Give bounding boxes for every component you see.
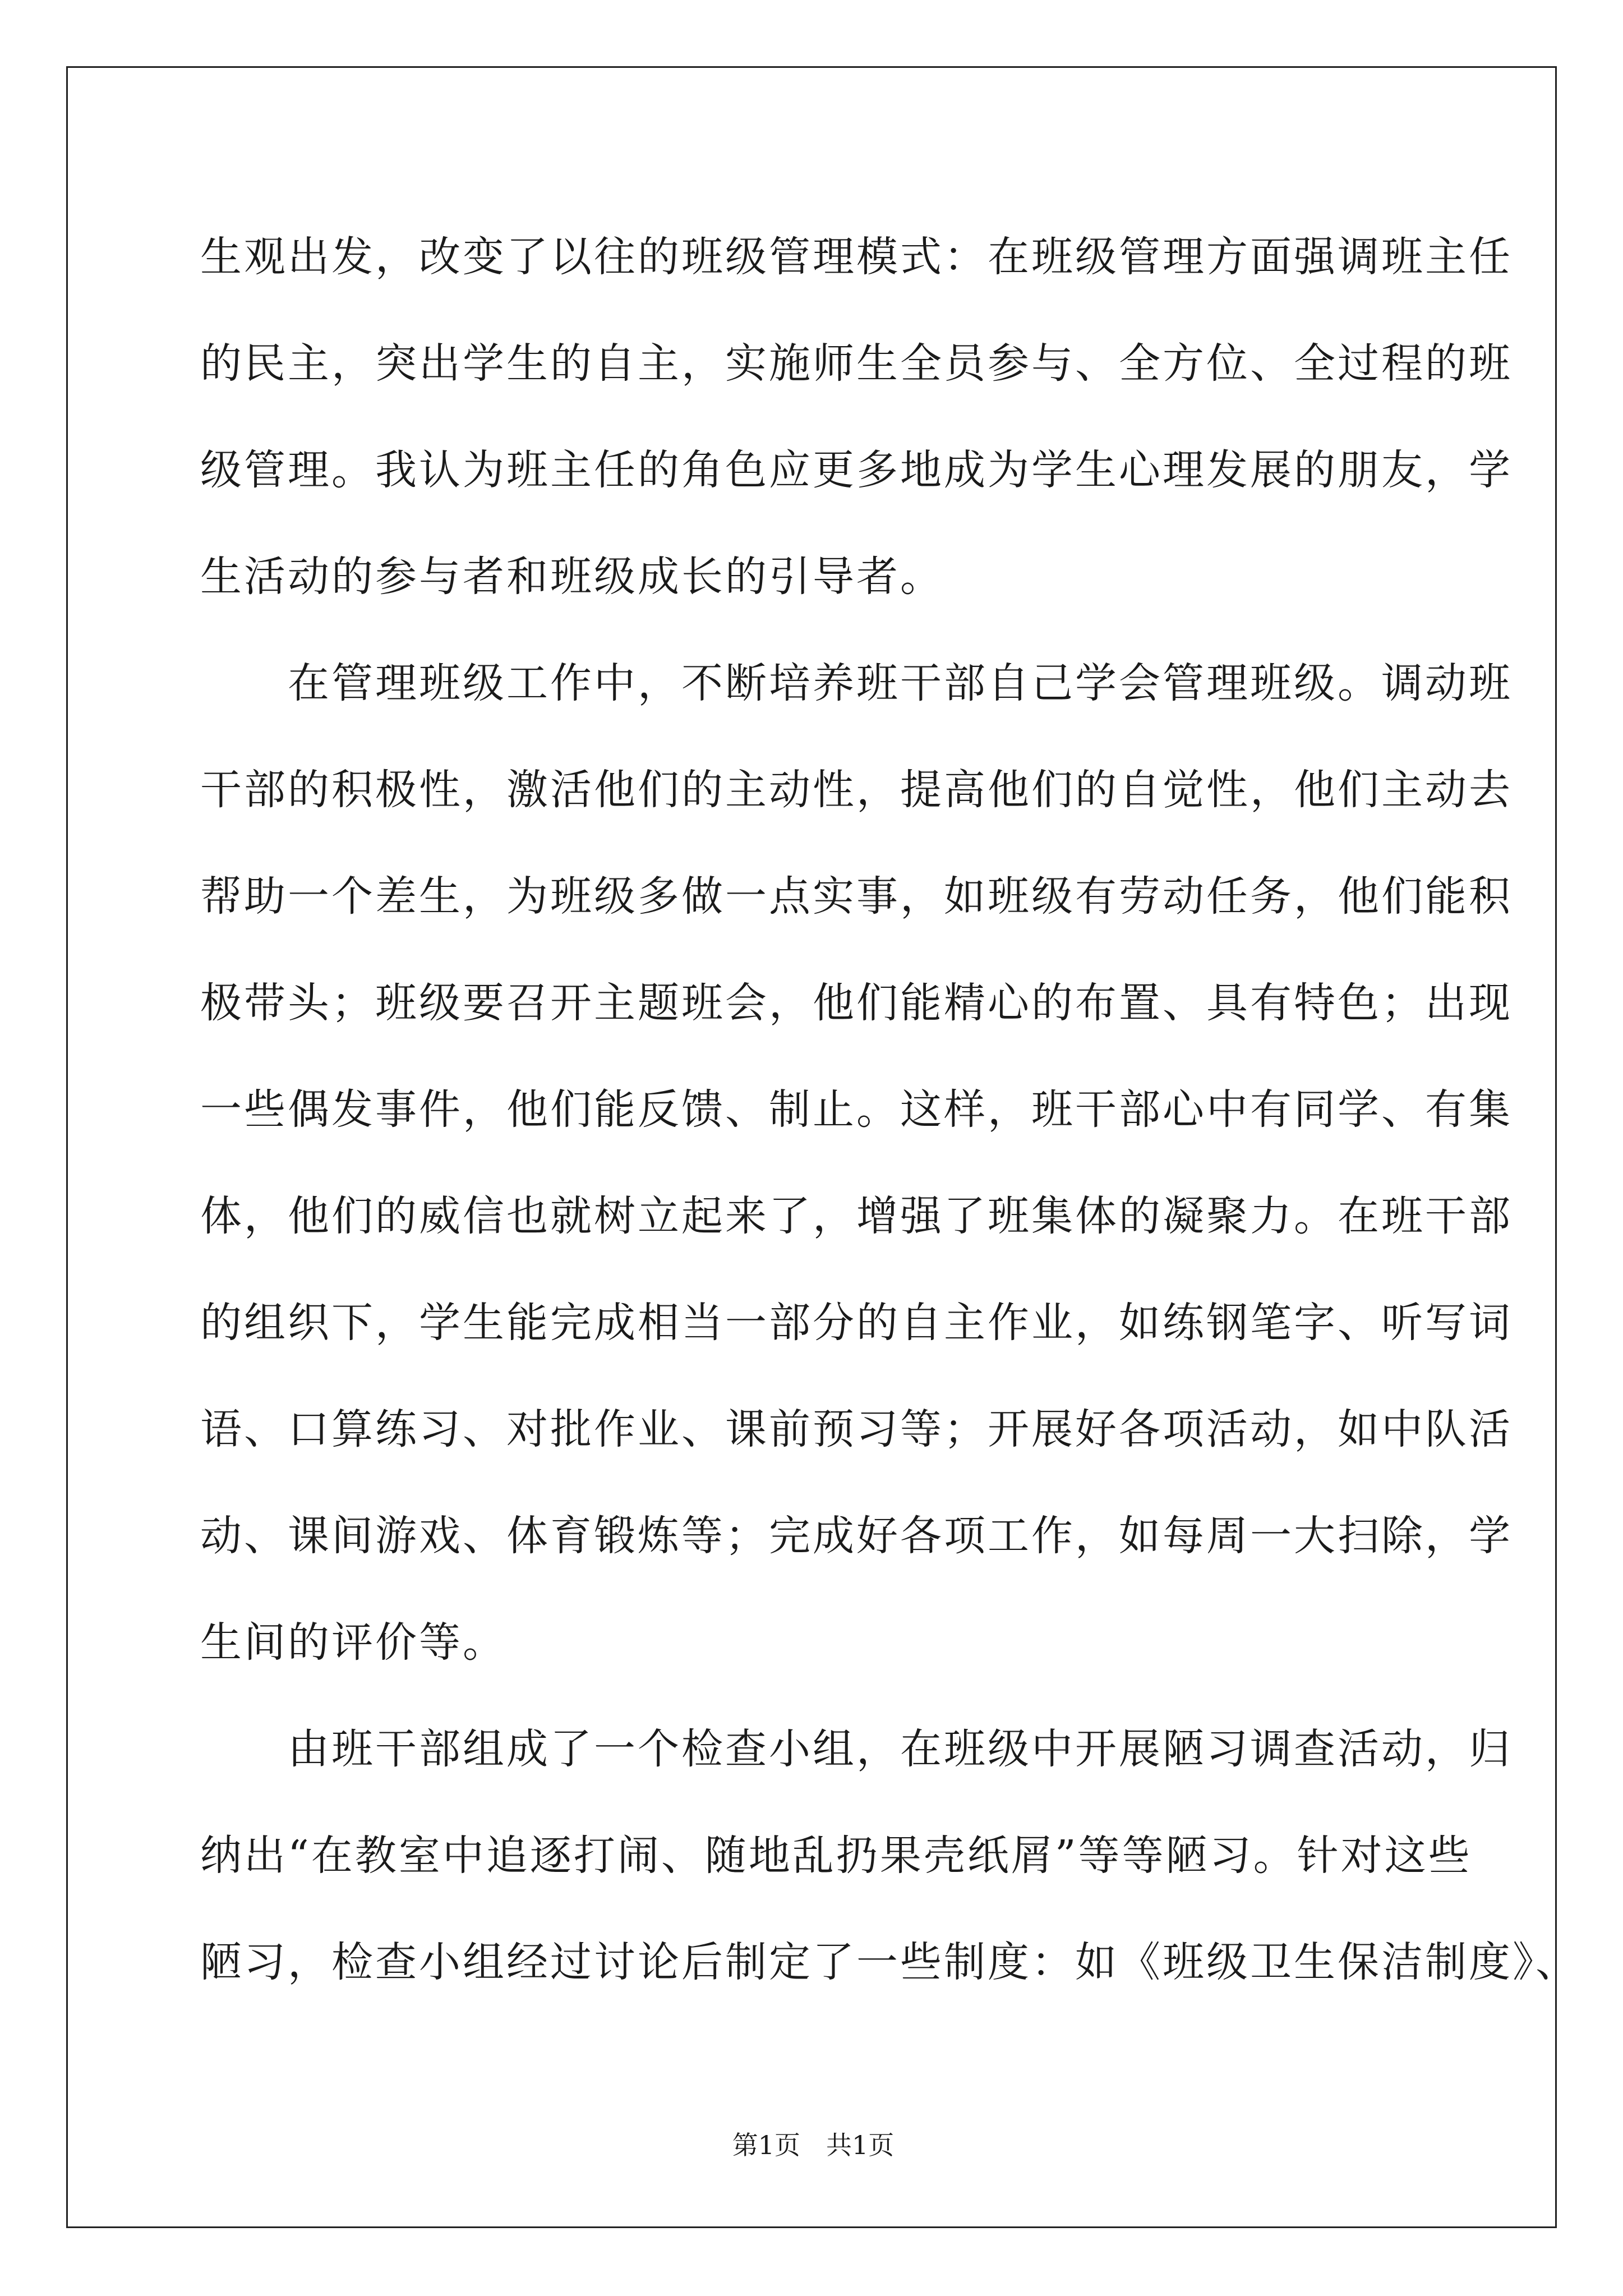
text-line: 的组织下，学生能完成相当一部分的自主作业，如练钢笔字、听写词 bbox=[200, 1299, 1513, 1347]
text-line: 动、课间游戏、体育锻炼等；完成好各项工作，如每周一大扫除，学 bbox=[200, 1512, 1513, 1560]
text-line: 级管理。我认为班主任的角色应更多地成为学生心理发展的朋友，学 bbox=[200, 446, 1513, 494]
text-line: 由班干部组成了一个检查小组，在班级中开展陋习调查活动，归 bbox=[200, 1725, 1513, 1773]
text-line: 生间的评价等。 bbox=[200, 1618, 506, 1667]
page-frame bbox=[66, 66, 1579, 2228]
page-number-footer: 第1页 共1页 bbox=[732, 2130, 895, 2160]
text-line: 陋习，检查小组经过讨论后制定了一些制度：如《班级卫生保洁制度》、 bbox=[200, 1938, 1579, 1986]
text-line: 的民主，突出学生的自主，实施师生全员参与、全方位、全过程的班 bbox=[200, 339, 1513, 388]
text-line: 生观出发，改变了以往的班级管理模式：在班级管理方面强调班主任 bbox=[200, 233, 1513, 281]
text-line: 体，他们的威信也就树立起来了，增强了班集体的凝聚力。在班干部 bbox=[200, 1192, 1513, 1240]
text-line: 帮助一个差生，为班级多做一点实事，如班级有劳动任务，他们能积 bbox=[200, 872, 1513, 921]
text-line: 干部的积极性，激活他们的主动性，提高他们的自觉性，他们主动去 bbox=[200, 766, 1513, 814]
text-line: 纳出“在教室中追逐打闹、随地乱扔果壳纸屑”等等陋习。针对这些 bbox=[200, 1832, 1472, 1880]
text-line: 语、口算练习、对批作业、课前预习等；开展好各项活动，如中队活 bbox=[200, 1405, 1513, 1453]
text-line: 在管理班级工作中，不断培养班干部自己学会管理班级。调动班 bbox=[200, 659, 1513, 707]
text-line: 生活动的参与者和班级成长的引导者。 bbox=[200, 553, 944, 601]
text-line: 极带头；班级要召开主题班会，他们能精心的布置、具有特色；出现 bbox=[200, 979, 1513, 1027]
text-line: 一些偶发事件，他们能反馈、制止。这样，班干部心中有同学、有集 bbox=[200, 1085, 1513, 1134]
